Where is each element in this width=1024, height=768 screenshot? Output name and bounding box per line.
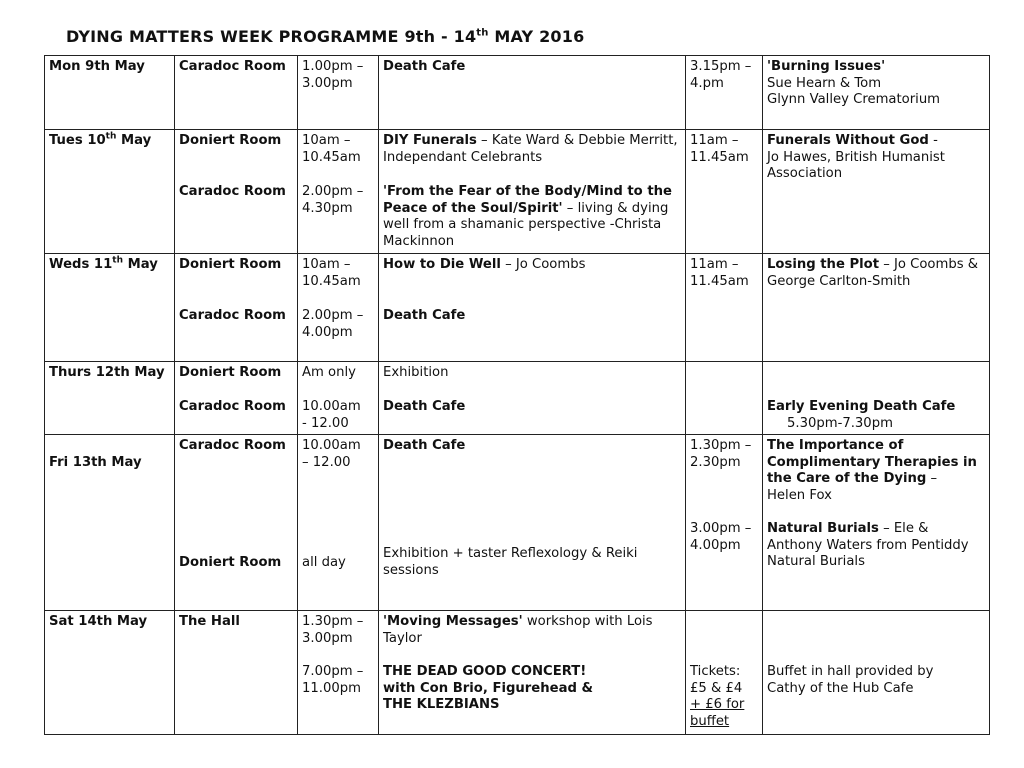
day-cell: Thurs 12th May [45, 362, 175, 435]
time-cell: 10.00am – 12.00 all day [298, 435, 379, 611]
table-row-tuesday [45, 130, 990, 254]
table-row-saturday [45, 611, 990, 735]
time-cell-2: 11am – 11.45am [686, 130, 763, 254]
event-cell: How to Die Well – Jo Coombs Death Cafe [379, 254, 686, 362]
time-cell: 1.00pm – 3.00pm [298, 56, 379, 130]
table-row-wednesday [45, 254, 990, 362]
day-cell: Mon 9th May [45, 56, 175, 130]
time-cell: 10am – 10.45am 2.00pm – 4.30pm [298, 130, 379, 254]
event-cell: Exhibition Death Cafe [379, 362, 686, 435]
programme-table [44, 55, 990, 735]
event-cell-2: Buffet in hall provided by Cathy of the Hub Cafe [763, 611, 990, 735]
room-cell: The Hall [175, 611, 298, 735]
day-cell: Sat 14th May [45, 611, 175, 735]
table-row-thursday [45, 362, 990, 435]
room-cell: Doniert Room Caradoc Room [175, 254, 298, 362]
time-cell: 10am – 10.45am 2.00pm – 4.00pm [298, 254, 379, 362]
event-cell: 'Moving Messages' workshop with Lois Taylor THE DEAD GOOD CONCERT! with Con Brio, Figurehead & THE KLEZBIANS [379, 611, 686, 735]
event-cell-2: Funerals Without God - Jo Hawes, British Humanist Association [763, 130, 990, 254]
event-cell-2: Losing the Plot – Jo Coombs & George Carlton-Smith [763, 254, 990, 362]
time-cell-2: 3.15pm – 4.pm [686, 56, 763, 130]
table-row-monday [45, 56, 990, 130]
time-cell: 1.30pm – 3.00pm 7.00pm – 11.00pm [298, 611, 379, 735]
time-cell-2: 1.30pm – 2.30pm 3.00pm – 4.00pm [686, 435, 763, 611]
day-cell: Tues 10th May [45, 130, 175, 254]
event-cell: Death Cafe Exhibition + taster Reflexology & Reiki sessions [379, 435, 686, 611]
time-cell-2 [686, 362, 763, 435]
page-title: DYING MATTERS WEEK PROGRAMME 9th - 14th MAY 2016 [66, 27, 585, 46]
event-cell-2: 'Burning Issues' Sue Hearn & Tom Glynn Valley Crematorium [763, 56, 990, 130]
tickets-cell: Tickets: £5 & £4 + £6 for buffet [686, 611, 763, 735]
event-cell: DIY Funerals – Kate Ward & Debbie Merritt, Independant Celebrants 'From the Fear of the Body/Mind to the Peace of the Soul/Spirit' – living & dying well from a shamanic perspective -Christa Mackinnon [379, 130, 686, 254]
time-cell-2: 11am – 11.45am [686, 254, 763, 362]
room-cell: Caradoc Room [175, 56, 298, 130]
time-cell: Am only 10.00am - 12.00 [298, 362, 379, 435]
table-row-friday [45, 435, 990, 611]
event-cell-2: The Importance of Complimentary Therapies in the Care of the Dying – Helen Fox Natural Burials – Ele & Anthony Waters from Pentiddy Natural Burials [763, 435, 990, 611]
event-cell: Death Cafe [379, 56, 686, 130]
room-cell: Doniert Room Caradoc Room [175, 130, 298, 254]
room-cell: Caradoc Room Doniert Room [175, 435, 298, 611]
day-cell: Fri 13th May [45, 435, 175, 611]
event-cell-2: Early Evening Death Cafe 5.30pm-7.30pm [763, 362, 990, 435]
room-cell: Doniert Room Caradoc Room [175, 362, 298, 435]
day-cell: Weds 11th May [45, 254, 175, 362]
